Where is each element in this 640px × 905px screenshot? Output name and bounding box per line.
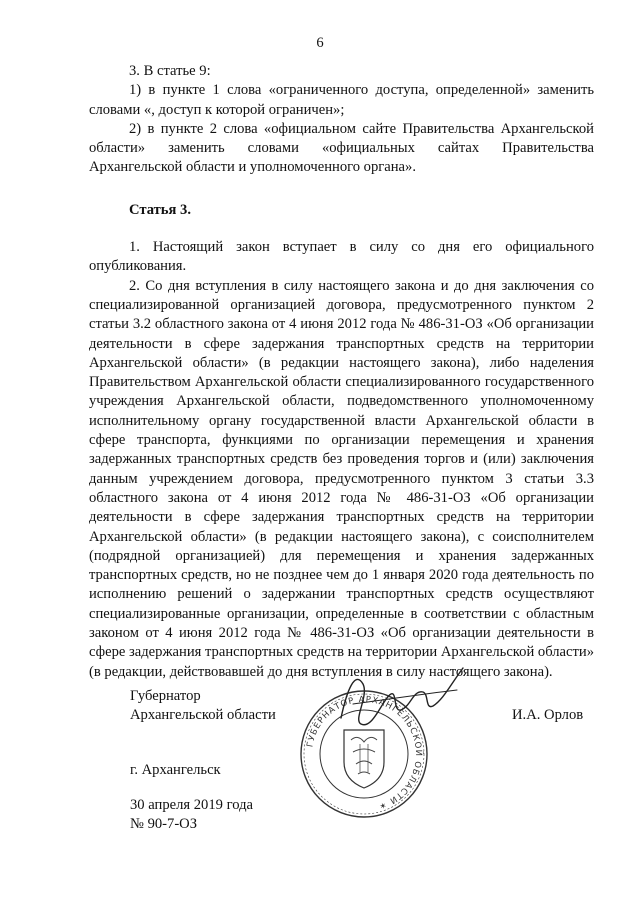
paragraph: 1) в пункте 1 слова «ограниченного доступа, определенной» заменить словами «, доступ к которой ограничен»; [89,82,594,118]
article-heading: Статья 3. [129,201,191,218]
city: г. Архангельск [130,762,221,778]
page-number: 6 [316,35,324,51]
law-number: № 90-7-ОЗ [130,816,198,832]
signatory-position-line2: Архангельской области [130,707,276,723]
law-date: 30 апреля 2019 года [130,797,253,813]
document-body [89,62,594,682]
article-paragraph: 2. Со дня вступления в силу настоящего закона и до дня заключения со специализированной организацией договора, предусмотренного пунктом 2 статьи 3.2 областного закона от 4 июня 2012 года № 486-31-ОЗ «Об организации деятельности в сфере задержания транспортных средств на территории Архангельской области» (в редакции настоящего закона), либо наделения Правительством Архангельской области специализированного государственного учреждения Архангельской области, подведомственного уполномоченному исполнительному органу государственной власти Архангельской области в сфере транспорта, функциями по организации перемещения и хранения задержанных транспортных средств без проведения торгов и (или) заключения данным учреждением договора, предусмотренного пунктом 3 статьи 3.3 областного закона от 4 июня 2012 года № 486-31-ОЗ «Об организации деятельности в сфере задержания транспортных средств на территории Архангельской области» (в редакции настоящего закона), с соисполнителем (подрядной организацией) для перемещения и хранения задержанных транспортных средств, но не позднее чем до 1 января 2020 года деятельность по исполнению решений о задержании транспортных средств осуществляют специализированные организации, определенные в соответствии с областным законом от 4 июня 2012 года № 486-31-ОЗ «Об организации деятельности в сфере задержания транспортных средств на территории Архангельской области» (в редакции, действовавшей до дня вступления в силу настоящего закона). [89,277,594,680]
handwritten-signature-icon [333,660,473,740]
signatory-name: И.А. Орлов [512,707,584,723]
paragraph: 2) в пункте 2 слова «официальном сайте Правительства Архангельской области» заменить словами «официальных сайтах Правительства Архангельской области и уполномоченного органа». [89,120,594,176]
article-paragraph: 1. Настоящий закон вступает в силу со дня его официального опубликования. [89,239,594,275]
svg-text:ГУБЕРНАТОР АРХАНГЕЛЬСКОЙ ОБЛАС: ГУБЕРНАТОР АРХАНГЕЛЬСКОЙ ОБЛАСТИ ✶ [305,694,424,811]
paragraph: 3. В статье 9: [129,63,211,79]
signatory-position-line1: Губернатор [130,688,201,704]
